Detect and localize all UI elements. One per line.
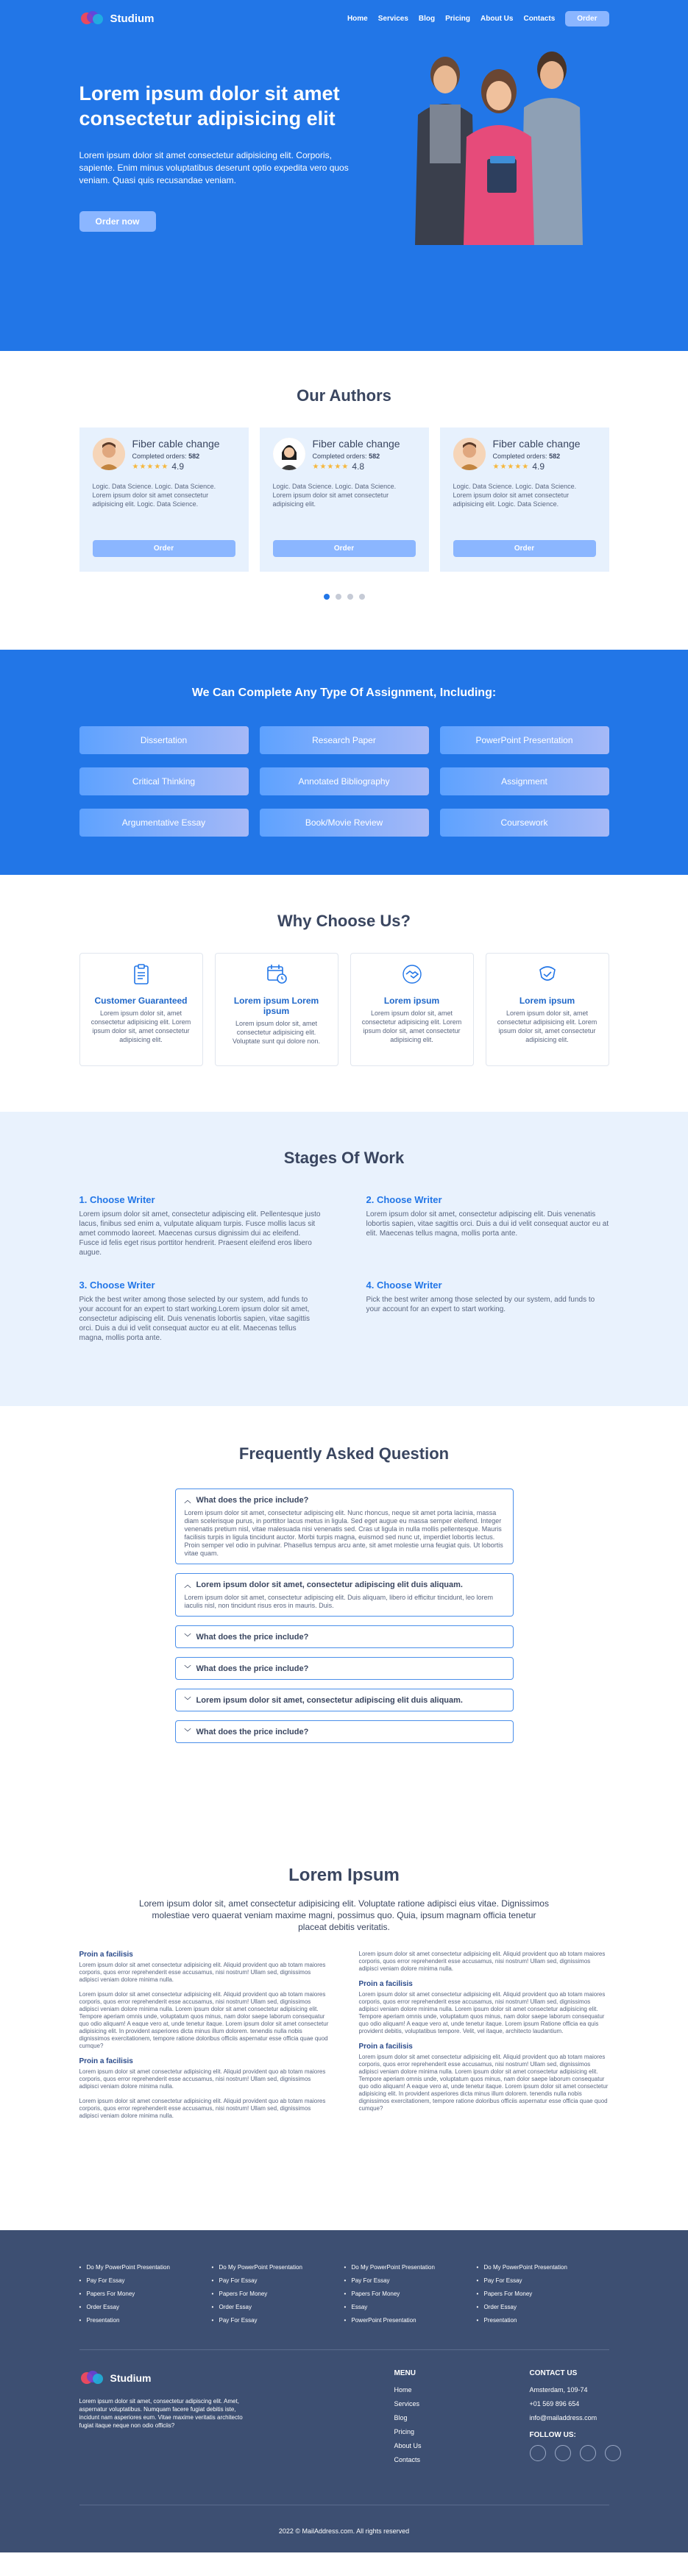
why-card-title: Lorem ipsum Lorem ipsum: [233, 996, 319, 1016]
author-description: Logic. Data Science. Logic. Data Science. Lorem ipsum dolor sit amet consectetur adipisicing elit. Logic. Data Science.: [453, 483, 577, 508]
footer-menu-blog[interactable]: Blog: [394, 2414, 408, 2421]
faq-section: [0, 1406, 688, 1833]
footer-brand-name: Studium: [110, 2372, 152, 2384]
lorem-title: Lorem Ipsum: [288, 1865, 400, 1885]
footer-menu-contacts[interactable]: Contacts: [394, 2456, 421, 2463]
assignment-chip[interactable]: Dissertation: [79, 726, 249, 754]
faq-question: What does the price include?: [196, 1664, 309, 1673]
copyright: 2022 © MailAddress.com. All rights reserved: [278, 2527, 410, 2535]
contact-email[interactable]: info@mailaddress.com: [529, 2414, 597, 2421]
faq-item[interactable]: [175, 1489, 514, 1564]
hero-section: [0, 0, 688, 351]
stages-section: [0, 1112, 688, 1406]
social-icon[interactable]: [555, 2445, 571, 2461]
paragraph-title: Proin a facilisis: [358, 2043, 413, 2051]
stage-title: 1. Choose Writer: [79, 1194, 155, 1205]
faq-question: Lorem ipsum dolor sit amet, consectetur adipiscing elit duis aliquam.: [196, 1580, 463, 1589]
paragraph-text: Lorem ipsum dolor sit amet consectetur adipisicing elit. Aliquid provident quo ab totam maiores corporis, quos error reprehenderit esse accusamus, nisi nostrum! Ullam sed, dignissimos adipisci veniam dolore minima nulla.: [79, 2098, 326, 2119]
author-avatar: [93, 438, 125, 470]
stage-title: 3. Choose Writer: [79, 1280, 155, 1291]
stage-title: 2. Choose Writer: [366, 1194, 442, 1205]
faq-item[interactable]: [175, 1573, 514, 1617]
author-card: [260, 427, 429, 572]
footer-link[interactable]: • Pay For Essay: [79, 2274, 212, 2288]
chevron-up-icon: ︿: [184, 1581, 191, 1589]
stage-text: Lorem ipsum dolor sit amet, consectetur adipiscing elit. Pellentesque justo lacus, finibus sed enim a, vulputate aliquam turpis. Fusce mollis lacus sit amet commodo laoreet. Maecenas cursus dignissim dui ac eleifend. Fusce id felis eget risus porttitor hendrerit. Praesent eleifend eros libero augue.: [79, 1210, 321, 1257]
stage-item: [366, 1194, 609, 1257]
footer-link-column: [212, 2261, 344, 2327]
assignment-chip[interactable]: PowerPoint Presentation: [440, 726, 609, 754]
footer-link[interactable]: • Do My PowerPoint Presentation: [344, 2261, 477, 2274]
nav-contacts[interactable]: Contacts: [523, 14, 556, 23]
assignment-chip[interactable]: Annotated Bibliography: [260, 767, 429, 795]
authors-title: Our Authors: [297, 386, 391, 405]
shield-icon: [536, 962, 559, 986]
footer-link[interactable]: • Presentation: [477, 2314, 609, 2327]
footer-contact-title: CONTACT US: [529, 2369, 578, 2377]
students-image: [405, 34, 590, 245]
stage-item: [79, 1194, 322, 1257]
why-card-text: Lorem ipsum dolor sit, amet consectetur adipisicing elit. Voluptate sunt qui dolore non.: [232, 1020, 321, 1045]
contact-address: Amsterdam, 109-74: [529, 2386, 588, 2394]
handshake-icon: [400, 962, 424, 986]
follow-title: FOLLOW US:: [529, 2431, 576, 2439]
social-icon[interactable]: [530, 2445, 546, 2461]
carousel-dot[interactable]: [359, 594, 365, 600]
why-card-title: Customer Guaranteed: [94, 996, 188, 1006]
calendar-clock-icon: [265, 962, 288, 986]
author-orders: Completed orders: 582: [312, 453, 380, 460]
footer-link[interactable]: • Papers For Money: [212, 2288, 344, 2301]
main-menu: [347, 11, 609, 26]
paragraph-text: Lorem ipsum dolor sit amet consectetur adipisicing elit. Aliquid provident quo ab totam maiores corporis, quos error reprehenderit esse accusamus, nisi nostrum! Ullam sed, dignissimos adipisci veniam dolore minima nulla. Lorem ipsum dolor sit amet consectetur adipisicing elit. Tempore aperiam omnis unde, voluptatum quos minus, nam dolor saepe laborum consequatur quo odio aliquam! A eaque vero at, unde tenetur itaque. Lorem ipsum dolor sit amet consectetur adipisicing elit. In provident asperiores dicta minus illum dolorem. tenendis nulla nobis dignissimos exercitationem, tempore ratione doloribus officiis aspernatur esse officia quae quod cumque?: [358, 2054, 609, 2112]
faq-question: What does the price include?: [196, 1727, 309, 1736]
footer-menu-pricing[interactable]: Pricing: [394, 2428, 415, 2435]
footer-link[interactable]: • Pay For Essay: [212, 2314, 344, 2327]
footer-logo[interactable]: [79, 2369, 256, 2387]
faq-item[interactable]: [175, 1657, 514, 1680]
footer-link-column: [477, 2261, 609, 2327]
author-orders: Completed orders: 582: [132, 453, 200, 460]
hero-text: Lorem ipsum dolor sit amet consectetur adipisicing elit. Corporis, sapiente. Enim minus voluptatibus deserunt optio expedita vero quos veniam. Quasi quis recusandae veniam.: [79, 150, 349, 185]
footer-link-columns: [79, 2261, 609, 2327]
faq-item[interactable]: [175, 1689, 514, 1711]
paragraph-title: Proin a facilisis: [79, 1951, 133, 1959]
stage-text: Lorem ipsum dolor sit amet, consectetur adipiscing elit. Duis venenatis lobortis sapien, vitae sagittis orci. Duis a dui id velit consequat auctor eu at elit. Maecenas tellus magna, mollis porta ante.: [366, 1210, 609, 1238]
footer-about: [79, 2369, 256, 2430]
clipboard-icon: [130, 962, 153, 986]
footer-menu-services[interactable]: Services: [394, 2400, 420, 2408]
footer-link-column: [79, 2261, 212, 2327]
lorem-section: [0, 1833, 688, 2230]
why-section: [0, 875, 688, 1112]
why-card: [79, 953, 203, 1066]
author-avatar: [453, 438, 486, 470]
author-order-button[interactable]: Order: [93, 540, 235, 557]
contact-phone[interactable]: +01 569 896 654: [529, 2400, 580, 2408]
footer-link[interactable]: • Order Essay: [477, 2301, 609, 2314]
assignment-chip[interactable]: Argumentative Essay: [79, 809, 249, 837]
logo-icon: [79, 2369, 106, 2387]
chevron-down-icon: ﹀: [184, 1665, 191, 1672]
author-description: Logic. Data Science. Logic. Data Science. Lorem ipsum dolor sit amet consectetur adipisicing elit.: [272, 483, 397, 508]
assignment-chip[interactable]: Research Paper: [260, 726, 429, 754]
site-footer: [0, 2230, 688, 2552]
author-description: Logic. Data Science. Logic. Data Science. Lorem ipsum dolor sit amet consectetur adipisicing elit. Logic. Data Science.: [92, 483, 216, 508]
hero-title: Lorem ipsum dolor sit amet consectetur adipisicing elit: [79, 82, 340, 129]
star-icons: ★★★★★: [312, 462, 350, 471]
footer-menu-home[interactable]: Home: [394, 2386, 412, 2394]
stage-title: 4. Choose Writer: [366, 1280, 442, 1291]
social-links: [530, 2445, 621, 2461]
footer-link[interactable]: • Pay For Essay: [477, 2274, 609, 2288]
author-avatar: [273, 438, 305, 470]
assignments-title: We Can Complete Any Type Of Assignment, Including:: [191, 686, 497, 699]
paragraph-text: Lorem ipsum dolor sit amet consectetur adipisicing elit. Aliquid provident quo ab totam maiores corporis, quos error reprehenderit esse accusamus, nisi nostrum! Ullam sed, dignissimos adipisci veniam dolore minima nulla. Lorem ipsum dolor sit amet consectetur adipisicing elit. Tempore aperiam omnis unde, voluptatum quos minus, nam dolor saepe laborum consequatur quo odio aliquam! A eaque vero at, unde tenetur itaque. Lorem ipsum Ratione officia ea quis provident debitis, voluptatibus tempore. Velit, vel itaque, architecto laudantium.: [358, 1991, 606, 2034]
paragraph-text: Lorem ipsum dolor sit amet consectetur adipisicing elit. Aliquid provident quo ab totam maiores corporis, quos error reprehenderit esse accusamus, nisi nostrum! Ullam sed, dignissimos adipisci veniam dolore minima nulla.: [79, 2068, 326, 2090]
faq-question: What does the price include?: [196, 1495, 309, 1505]
paragraph-title: Proin a facilisis: [358, 1980, 413, 1988]
chevron-down-icon: ﹀: [184, 1633, 191, 1641]
author-name: Fiber cable change: [312, 438, 400, 450]
authors-section: [0, 351, 688, 650]
footer-menu-about-us[interactable]: About Us: [394, 2442, 422, 2449]
paragraph-text: Lorem ipsum dolor sit amet consectetur adipisicing elit. Aliquid provident quo ab totam maiores corporis, quos error reprehenderit esse accusamus, nisi nostrum! Ullam sed, dignissimos adipisci veniam dolore minima nulla. Lorem ipsum dolor sit amet consectetur adipisicing elit. Tempore aperiam omnis unde, voluptatum quos minus, nam dolor saepe laborum consequatur quo odio aliquam! A eaque vero at, unde tenetur itaque. Lorem ipsum dolor sit amet consectetur adipisicing elit. In provident asperiores dicta minus illum dolorem. tenendis nulla nobis dignissimos exercitationem, tempore ratione doloribus officiis aspernatur esse officia quae quod cumque?: [79, 1991, 329, 2049]
why-card-text: Lorem ipsum dolor sit, amet consectetur adipisicing elit. Lorem ipsum dolor sit, amet consectetur adipisicing elit.: [497, 1010, 597, 1043]
brand-logo[interactable]: [79, 10, 155, 27]
star-icons: ★★★★★: [492, 462, 530, 471]
assignment-chip[interactable]: Coursework: [440, 809, 609, 837]
social-icon[interactable]: [580, 2445, 596, 2461]
top-nav: [79, 0, 609, 37]
footer-link[interactable]: • Papers For Money: [79, 2288, 212, 2301]
why-card-text: Lorem ipsum dolor sit, amet consectetur adipisicing elit. Lorem ipsum dolor sit, amet consectetur adipisicing elit.: [361, 1010, 462, 1043]
stage-item: [79, 1280, 322, 1343]
footer-link[interactable]: • Order Essay: [79, 2301, 212, 2314]
brand-name: Studium: [110, 12, 155, 25]
footer-about-text: Lorem ipsum dolor sit amet, consectetur adipiscing elit. Amet, aspernatur voluptatibus. Numquam facere fugiat debitis iste, incidunt nam asperiores eum. Vitae maxime veritatis architecto fugiat itaque neque non odio officiis?: [79, 2398, 243, 2429]
footer-link[interactable]: • Pay For Essay: [212, 2274, 344, 2288]
footer-divider: [79, 2349, 609, 2350]
why-card-title: Lorem ipsum: [519, 996, 575, 1006]
assignment-chip[interactable]: Critical Thinking: [79, 767, 249, 795]
why-card: [486, 953, 609, 1066]
footer-link[interactable]: • Papers For Money: [477, 2288, 609, 2301]
stage-item: [366, 1280, 609, 1343]
carousel-dot[interactable]: [324, 594, 330, 600]
footer-link[interactable]: • Pay For Essay: [344, 2274, 477, 2288]
author-name: Fiber cable change: [132, 438, 220, 450]
assignment-chip[interactable]: Assignment: [440, 767, 609, 795]
author-rating: ★★★★★ 4.9: [132, 461, 185, 472]
assignments-section: [0, 650, 688, 875]
logo-icon: [79, 10, 106, 27]
footer-link[interactable]: • Order Essay: [212, 2301, 344, 2314]
lorem-lead: Lorem ipsum dolor sit, amet consectetur adipisicing elit. Voluptate ratione adipisci eius vitae. Dignissimos molestiae vero quaerat veniam maxime magni, possimus quo. Quia, ipsum magnam officia tenetur placeat debitis veritatis.: [139, 1898, 549, 1932]
footer-link[interactable]: • Do My PowerPoint Presentation: [212, 2261, 344, 2274]
footer-link[interactable]: • PowerPoint Presentation: [344, 2314, 477, 2327]
author-order-button[interactable]: Order: [453, 540, 596, 557]
footer-contact: [530, 2369, 621, 2461]
author-card: [79, 427, 249, 572]
faq-item[interactable]: [175, 1625, 514, 1648]
nav-pricing[interactable]: Pricing: [445, 14, 471, 23]
author-rating: ★★★★★ 4.9: [492, 461, 545, 472]
nav-about-us[interactable]: About Us: [480, 14, 514, 23]
footer-menu-title: MENU: [394, 2369, 416, 2377]
carousel-dots: [79, 594, 609, 600]
footer-link[interactable]: • Do My PowerPoint Presentation: [79, 2261, 212, 2274]
paragraph-title: Proin a facilisis: [79, 2057, 133, 2065]
nav-order-button[interactable]: Order: [565, 11, 609, 26]
author-name: Fiber cable change: [492, 438, 581, 450]
hero-order-button[interactable]: Order now: [79, 211, 156, 232]
author-rating: ★★★★★ 4.8: [312, 461, 365, 472]
lorem-left-column: [79, 1951, 330, 2127]
faq-question: What does the price include?: [196, 1632, 309, 1642]
stages-title: Stages Of Work: [283, 1149, 405, 1167]
footer-menu: [394, 2369, 422, 2467]
nav-blog[interactable]: Blog: [418, 14, 436, 23]
social-icon[interactable]: [605, 2445, 621, 2461]
why-title: Why Choose Us?: [277, 912, 411, 930]
footer-link[interactable]: • Do My PowerPoint Presentation: [477, 2261, 609, 2274]
paragraph-text: Lorem ipsum dolor sit amet consectetur adipisicing elit. Aliquid provident quo ab totam maiores corporis, quos error reprehenderit esse accusamus, nisi nostrum! Ullam sed, dignissimos adipisci veniam dolore minima nulla.: [358, 1951, 606, 1972]
stage-text: Pick the best writer among those selected by our system, add funds to your account for an expert to start working.Lorem ipsum dolor sit amet, consectetur adipiscing elit. Duis venenatis lobortis sapien, vitae sagittis orci. Duis a dui id velit consequat auctor eu at elit. Maecenas tellus magna, mollis porta ante.: [79, 1296, 310, 1342]
author-order-button[interactable]: Order: [273, 540, 416, 557]
carousel-dot[interactable]: [336, 594, 341, 600]
why-card: [350, 953, 474, 1066]
lorem-right-column: [359, 1951, 609, 2127]
assignment-chip[interactable]: Book/Movie Review: [260, 809, 429, 837]
paragraph-text: Lorem ipsum dolor sit amet consectetur adipisicing elit. Aliquid provident quo ab totam maiores corporis, quos error reprehenderit esse accusamus, nisi nostrum! Ullam sed, dignissimos adipisci veniam dolore minima nulla.: [79, 1962, 326, 1983]
stage-text: Pick the best writer among those selected by our system, add funds to your account for an expert to start working.: [366, 1296, 595, 1313]
star-icons: ★★★★★: [132, 462, 169, 471]
footer-link[interactable]: • Papers For Money: [344, 2288, 477, 2301]
faq-item[interactable]: [175, 1720, 514, 1743]
author-card: [440, 427, 609, 572]
chevron-up-icon: ︿: [184, 1497, 191, 1504]
faq-title: Frequently Asked Question: [238, 1444, 450, 1463]
footer-link-column: [344, 2261, 477, 2327]
chevron-down-icon: ﹀: [184, 1728, 191, 1736]
footer-link[interactable]: • Presentation: [79, 2314, 212, 2327]
nav-home[interactable]: Home: [347, 14, 368, 23]
author-orders: Completed orders: 582: [492, 453, 561, 460]
footer-link[interactable]: • Essay: [344, 2301, 477, 2314]
why-card-text: Lorem ipsum dolor sit, amet consectetur adipisicing elit. Lorem ipsum dolor sit, amet consectetur adipisicing elit.: [91, 1010, 191, 1043]
carousel-dot[interactable]: [347, 594, 353, 600]
faq-question: Lorem ipsum dolor sit amet, consectetur adipiscing elit duis aliquam.: [196, 1695, 463, 1705]
nav-services[interactable]: Services: [377, 14, 408, 23]
why-card: [215, 953, 338, 1066]
why-card-title: Lorem ipsum: [383, 996, 440, 1006]
chevron-down-icon: ﹀: [184, 1697, 191, 1704]
faq-answer: Lorem ipsum dolor sit amet, consectetur adipiscing elit. Duis aliquam, libero id efficitur tincidunt, leo lorem iaculis nisl, non tincidunt risus eros in mauris. Duis.: [184, 1594, 494, 1609]
faq-answer: Lorem ipsum dolor sit amet, consectetur adipiscing elit. Nunc rhoncus, neque sit amet porta lacinia, massa diam scelerisque purus, in porttitor lacus metus in ligula. Sed eget augue eu massa semper eleifend. Integer venenatis pretium nisl, vitae malesuada nisi venenatis sed. Cras ut ligula in nulla mollis pellentesque. Mauris facilisis turpis in ligula tincidunt auctor. Morbi turpis magna, euismod sed nunc ut, imperdiet lobortis lectus. Proin semper vel odio in pulvinar. Phasellus tempus arcu ante, sit amet molestie urna feugiat quis. Ut lobortis vitae quam.: [184, 1509, 503, 1557]
